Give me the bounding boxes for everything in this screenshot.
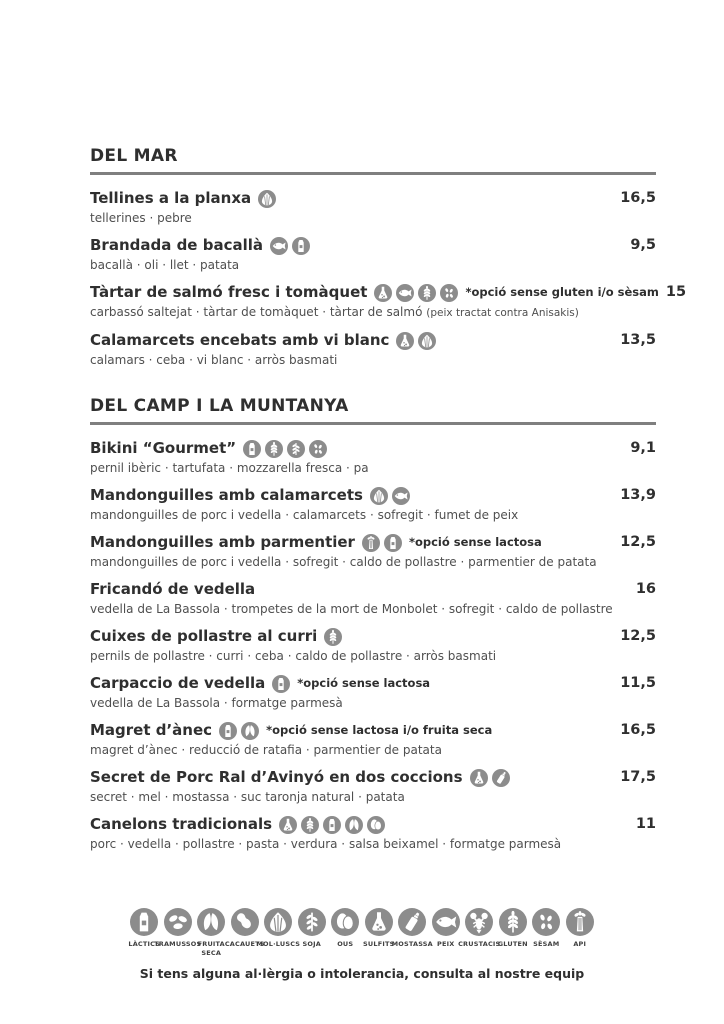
dish-ingredients bbox=[90, 836, 656, 852]
dish-price: 12,5 bbox=[620, 628, 656, 644]
gluten-icon bbox=[265, 440, 283, 458]
legend-item bbox=[458, 908, 501, 958]
dish-head bbox=[90, 282, 687, 303]
api-icon bbox=[362, 534, 380, 552]
dish-ingredients-text: magret d’ànec · reducció de ratafia · parmentier de patata bbox=[90, 743, 442, 757]
dish-name: Cuixes de pollastre al curri bbox=[90, 627, 318, 645]
dish-head bbox=[90, 485, 656, 506]
dish-ingredients-text: pernils de pollastre · curri · ceba · caldo de pollastre · arròs basmati bbox=[90, 649, 497, 663]
dish-ingredients-text: calamars · ceba · vi blanc · arròs basmati bbox=[90, 353, 338, 367]
menu-sections bbox=[90, 146, 687, 861]
section-divider bbox=[90, 172, 656, 175]
dish-name: Bikini “Gourmet” bbox=[90, 439, 237, 457]
dish-name: Mandonguilles amb parmentier bbox=[90, 533, 355, 551]
fruita-seca-icon bbox=[241, 722, 259, 740]
soja-icon bbox=[287, 440, 305, 458]
dish-allergen-icons bbox=[362, 534, 402, 552]
dish-name: Fricandó de vedella bbox=[90, 580, 256, 598]
dish-ingredients-text: pernil ibèric · tartufata · mozzarella fresca · pa bbox=[90, 461, 369, 475]
section-title: DEL CAMP I LA MUNTANYA bbox=[90, 396, 349, 416]
legend-item-label: PEIX bbox=[437, 940, 455, 948]
legend-item-label: API bbox=[573, 940, 587, 948]
dish-price: 12,5 bbox=[620, 534, 656, 550]
dish-head bbox=[90, 579, 656, 600]
dish-head bbox=[90, 188, 656, 209]
dish-ingredients-text: carbassó saltejat · tàrtar de tomàquet · tàrtar de salmó bbox=[90, 305, 423, 319]
dish-row bbox=[90, 673, 656, 711]
dish-row bbox=[90, 188, 656, 226]
mostassa-icon bbox=[492, 769, 510, 787]
dish-ingredients bbox=[90, 210, 656, 226]
sulfits-icon bbox=[365, 908, 393, 936]
ous-icon bbox=[367, 816, 385, 834]
dish-ingredients-text: vedella de La Bassola · trompetes de la mort de Monbolet · sofregit · caldo de pollastre bbox=[90, 602, 613, 616]
legend-item bbox=[256, 908, 301, 958]
dish-ingredients bbox=[90, 789, 656, 805]
cacauets-icon bbox=[231, 908, 259, 936]
dish-price: 16,5 bbox=[620, 190, 656, 206]
molluscs-icon bbox=[258, 190, 276, 208]
legend-item bbox=[196, 908, 228, 958]
legend-item-label: CRUSTACIS bbox=[458, 940, 501, 948]
gluten-icon bbox=[301, 816, 319, 834]
gluten-icon bbox=[499, 908, 527, 936]
dish-head bbox=[90, 626, 656, 647]
lactics-icon bbox=[130, 908, 158, 936]
mostassa-icon bbox=[398, 908, 426, 936]
dish-ingredients bbox=[90, 742, 656, 758]
dish-row bbox=[90, 532, 656, 570]
legend-item-label: SÈSAM bbox=[533, 940, 560, 948]
dish-ingredients bbox=[90, 648, 656, 664]
dish-row bbox=[90, 330, 656, 368]
sulfits-icon bbox=[396, 332, 414, 350]
dish-price: 13,5 bbox=[620, 332, 656, 348]
dish-name: Canelons tradicionals bbox=[90, 815, 273, 833]
legend-item-label: FRUITA SECA bbox=[197, 940, 225, 957]
lactics-icon bbox=[384, 534, 402, 552]
dish-ingredients bbox=[90, 460, 656, 476]
crustacis-icon bbox=[465, 908, 493, 936]
tramussos-icon bbox=[164, 908, 192, 936]
dish-name: Calamarcets encebats amb vi blanc bbox=[90, 331, 390, 349]
legend-item-label: LÀCTICS bbox=[128, 940, 161, 948]
dish-ingredients bbox=[90, 304, 656, 321]
dish-price: 16,5 bbox=[620, 722, 656, 738]
dish-ingredients-text: vedella de La Bassola · formatge parmesà bbox=[90, 696, 343, 710]
peix-icon bbox=[432, 908, 460, 936]
dish-ingredients bbox=[90, 695, 656, 711]
dish-price: 9,1 bbox=[630, 440, 656, 456]
dish-row bbox=[90, 485, 656, 523]
dish-ingredients-text: porc · vedella · pollastre · pasta · verdura · salsa beixamel · formatge parmesà bbox=[90, 837, 562, 851]
dish-head bbox=[90, 438, 656, 459]
dish-price: 13,9 bbox=[620, 487, 656, 503]
lactics-icon bbox=[243, 440, 261, 458]
lactics-icon bbox=[272, 675, 290, 693]
molluscs-icon bbox=[370, 487, 388, 505]
dish-ingredients-text: secret · mel · mostassa · suc taronja natural · patata bbox=[90, 790, 405, 804]
legend-item bbox=[154, 908, 202, 958]
dish-row bbox=[90, 579, 656, 617]
dish-row bbox=[90, 720, 656, 758]
dish-name: Secret de Porc Ral d’Avinyó en dos coccions bbox=[90, 768, 463, 786]
legend-item bbox=[564, 908, 596, 958]
dish-allergen-icons bbox=[279, 816, 385, 834]
sesam-icon bbox=[532, 908, 560, 936]
dish-price: 17,5 bbox=[620, 769, 656, 785]
dish-allergen-icons bbox=[272, 675, 290, 693]
dish-row bbox=[90, 282, 687, 321]
sesam-icon bbox=[309, 440, 327, 458]
dish-ingredients-text: mandonguilles de porc i vedella · sofregit · caldo de pollastre · parmentier de patata bbox=[90, 555, 597, 569]
peix-icon bbox=[270, 237, 288, 255]
molluscs-icon bbox=[418, 332, 436, 350]
dish-option-note: *opció sense lactosa bbox=[297, 676, 431, 690]
dish-allergen-icons bbox=[324, 628, 342, 646]
dish-head bbox=[90, 720, 656, 741]
legend-item-label: GLUTEN bbox=[497, 940, 528, 948]
dish-ingredients bbox=[90, 554, 656, 570]
dish-ingredients bbox=[90, 352, 656, 368]
gluten-icon bbox=[324, 628, 342, 646]
section-divider bbox=[90, 422, 656, 425]
legend-item bbox=[531, 908, 563, 958]
dish-row bbox=[90, 814, 656, 852]
dish-name: Magret d’ànec bbox=[90, 721, 213, 739]
sesam-icon bbox=[440, 284, 458, 302]
molluscs-icon bbox=[264, 908, 292, 936]
dish-option-note: *opció sense lactosa i/o fruita seca bbox=[266, 723, 493, 737]
dish-ingredients bbox=[90, 601, 656, 617]
lactics-icon bbox=[323, 816, 341, 834]
sulfits-icon bbox=[470, 769, 488, 787]
dish-row bbox=[90, 235, 656, 273]
legend-item-label: MOSTASSA bbox=[391, 940, 433, 948]
lactics-icon bbox=[292, 237, 310, 255]
dish-head bbox=[90, 235, 656, 256]
legend-item bbox=[391, 908, 433, 958]
dish-head bbox=[90, 767, 656, 788]
dish-row bbox=[90, 767, 656, 805]
dish-allergen-icons bbox=[470, 769, 510, 787]
allergy-note: Si tens alguna al·lèrgia o intolerancia, consulta al nostre equip bbox=[139, 966, 585, 981]
sulfits-icon bbox=[374, 284, 392, 302]
dish-ingredients-text: tellerines · pebre bbox=[90, 211, 192, 225]
section-title: DEL MAR bbox=[90, 146, 178, 166]
dish-option-note: *opció sense lactosa bbox=[408, 535, 542, 549]
dish-name: Tàrtar de salmó fresc i tomàquet bbox=[90, 283, 368, 301]
ous-icon bbox=[331, 908, 359, 936]
peix-icon bbox=[392, 487, 410, 505]
dish-row bbox=[90, 626, 656, 664]
dish-price: 16 bbox=[635, 581, 656, 597]
gluten-icon bbox=[418, 284, 436, 302]
legend-item bbox=[224, 908, 265, 958]
dish-head bbox=[90, 673, 656, 694]
lactics-icon bbox=[219, 722, 237, 740]
dish-head bbox=[90, 330, 656, 351]
dish-price: 15 bbox=[665, 284, 687, 300]
dish-ingredients bbox=[90, 507, 656, 523]
dish-head bbox=[90, 532, 656, 553]
menu-section bbox=[90, 146, 687, 368]
legend-item-label: MOL·LUSCS bbox=[256, 940, 301, 948]
legend-item bbox=[129, 908, 161, 958]
dish-name: Carpaccio de vedella bbox=[90, 674, 266, 692]
dish-price: 11,5 bbox=[620, 675, 656, 691]
dish-row bbox=[90, 438, 656, 476]
legend-item-label: OUS bbox=[337, 940, 354, 948]
dish-allergen-icons bbox=[370, 487, 410, 505]
menu-section bbox=[90, 396, 656, 852]
dish-head bbox=[90, 814, 656, 835]
dish-price: 11 bbox=[635, 816, 656, 832]
dish-name: Tellines a la planxa bbox=[90, 189, 252, 207]
legend-item-label: SULFITS bbox=[363, 940, 395, 948]
legend-item-label: CACAUETS bbox=[224, 940, 265, 948]
legend-item bbox=[330, 908, 362, 958]
dish-allergen-icons bbox=[219, 722, 259, 740]
legend-item bbox=[363, 908, 395, 958]
dish-allergen-icons bbox=[374, 284, 458, 302]
dish-name: Mandonguilles amb calamarcets bbox=[90, 486, 363, 504]
dish-ingredients bbox=[90, 257, 656, 273]
allergen-legend bbox=[60, 908, 664, 958]
peix-icon bbox=[396, 284, 414, 302]
dish-allergen-icons bbox=[396, 332, 436, 350]
dish-allergen-icons bbox=[243, 440, 327, 458]
dish-allergen-icons bbox=[270, 237, 310, 255]
legend-item bbox=[430, 908, 462, 958]
dish-name: Brandada de bacallà bbox=[90, 236, 263, 254]
legend-item-label: TRAMUSSOS bbox=[154, 940, 202, 948]
dish-allergen-icons bbox=[258, 190, 276, 208]
soja-icon bbox=[298, 908, 326, 936]
legend-item-label: SOJA bbox=[302, 940, 321, 948]
legend-item bbox=[497, 908, 529, 958]
fruita-seca-icon bbox=[197, 908, 225, 936]
dish-option-note: *opció sense gluten i/o sèsam bbox=[465, 285, 659, 299]
dish-price: 9,5 bbox=[630, 237, 656, 253]
dish-ingredients-note: (peix tractat contra Anisakis) bbox=[426, 307, 579, 319]
fruita-seca-icon bbox=[345, 816, 363, 834]
dish-ingredients-text: bacallà · oli · llet · patata bbox=[90, 258, 240, 272]
api-icon bbox=[566, 908, 594, 936]
legend-item bbox=[296, 908, 328, 958]
sulfits-icon bbox=[279, 816, 297, 834]
dish-ingredients-text: mandonguilles de porc i vedella · calamarcets · sofregit · fumet de peix bbox=[90, 508, 519, 522]
